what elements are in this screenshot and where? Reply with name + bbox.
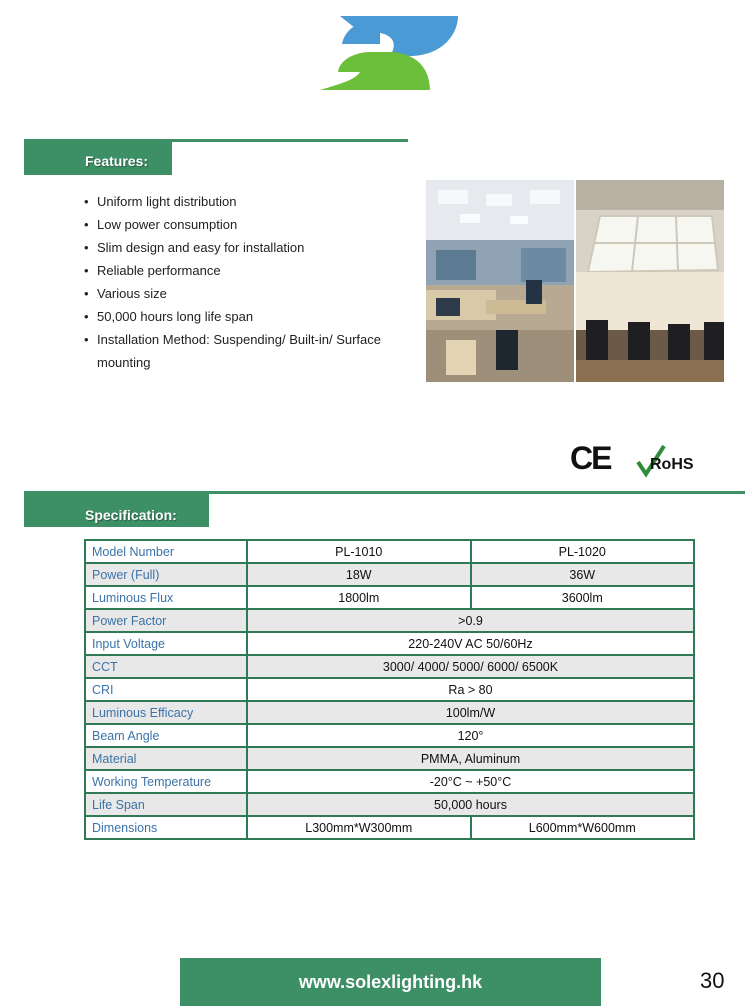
spec-value: 100lm/W bbox=[247, 701, 694, 724]
table-row bbox=[85, 747, 694, 770]
page-number: 30 bbox=[700, 968, 725, 993]
spec-label: Beam Angle bbox=[85, 724, 247, 747]
feature-item: • 50,000 hours long life span bbox=[84, 309, 254, 324]
office-photo-left bbox=[426, 180, 574, 382]
spec-value: >0.9 bbox=[247, 609, 694, 632]
spec-label: Dimensions bbox=[85, 816, 247, 839]
rohs-label: RoHS bbox=[650, 456, 694, 473]
specification-table bbox=[84, 539, 695, 840]
feature-item: • Various size bbox=[84, 286, 167, 301]
spec-value: 120° bbox=[247, 724, 694, 747]
ce-mark-icon: CE bbox=[570, 440, 611, 476]
table-row bbox=[85, 678, 694, 701]
spec-value: 36W bbox=[471, 563, 695, 586]
spec-label: CCT bbox=[85, 655, 247, 678]
spec-value: 18W bbox=[247, 563, 471, 586]
spec-value: 3000/ 4000/ 5000/ 6000/ 6500K bbox=[247, 655, 694, 678]
spec-label: Power (Full) bbox=[85, 563, 247, 586]
spec-value: Ra > 80 bbox=[247, 678, 694, 701]
feature-item: • Low power consumption bbox=[84, 217, 238, 232]
spec-value: L600mm*W600mm bbox=[471, 816, 695, 839]
table-row bbox=[85, 540, 694, 563]
rohs-mark-icon bbox=[636, 444, 716, 478]
spec-label: Luminous Flux bbox=[85, 586, 247, 609]
solex-logo-icon bbox=[320, 14, 460, 92]
features-header-line bbox=[172, 139, 408, 142]
table-row bbox=[85, 655, 694, 678]
table-row bbox=[85, 770, 694, 793]
spec-value: 3600lm bbox=[471, 586, 695, 609]
spec-label: CRI bbox=[85, 678, 247, 701]
website-link[interactable]: www.solexlighting.hk bbox=[298, 972, 483, 992]
spec-label: Material bbox=[85, 747, 247, 770]
spec-value: 50,000 hours bbox=[247, 793, 694, 816]
spec-value: PL-1010 bbox=[247, 540, 471, 563]
spec-value: 1800lm bbox=[247, 586, 471, 609]
features-title: Features: bbox=[85, 153, 149, 169]
feature-item: • Installation Method: Suspending/ Built-in/ Surface mounting bbox=[84, 332, 382, 370]
spec-value: 220-240V AC 50/60Hz bbox=[247, 632, 694, 655]
spec-label: Life Span bbox=[85, 793, 247, 816]
features-list bbox=[84, 190, 404, 374]
table-row bbox=[85, 724, 694, 747]
table-row bbox=[85, 563, 694, 586]
spec-label: Input Voltage bbox=[85, 632, 247, 655]
spec-label: Power Factor bbox=[85, 609, 247, 632]
table-row bbox=[85, 701, 694, 724]
footer-bar bbox=[180, 958, 601, 1006]
spec-value: PMMA, Aluminum bbox=[247, 747, 694, 770]
spec-header-line bbox=[209, 491, 745, 494]
spec-label: Model Number bbox=[85, 540, 247, 563]
spec-title: Specification: bbox=[85, 507, 177, 523]
table-row bbox=[85, 632, 694, 655]
spec-value: PL-1020 bbox=[471, 540, 695, 563]
table-row bbox=[85, 793, 694, 816]
table-row bbox=[85, 586, 694, 609]
feature-item: • Uniform light distribution bbox=[84, 194, 237, 209]
table-row bbox=[85, 609, 694, 632]
spec-value: -20°C ~ +50°C bbox=[247, 770, 694, 793]
feature-item: • Reliable performance bbox=[84, 263, 221, 278]
feature-item: • Slim design and easy for installation bbox=[84, 240, 305, 255]
spec-value: L300mm*W300mm bbox=[247, 816, 471, 839]
table-row bbox=[85, 816, 694, 839]
spec-label: Luminous Efficacy bbox=[85, 701, 247, 724]
spec-label: Working Temperature bbox=[85, 770, 247, 793]
office-photo-right bbox=[576, 180, 724, 382]
